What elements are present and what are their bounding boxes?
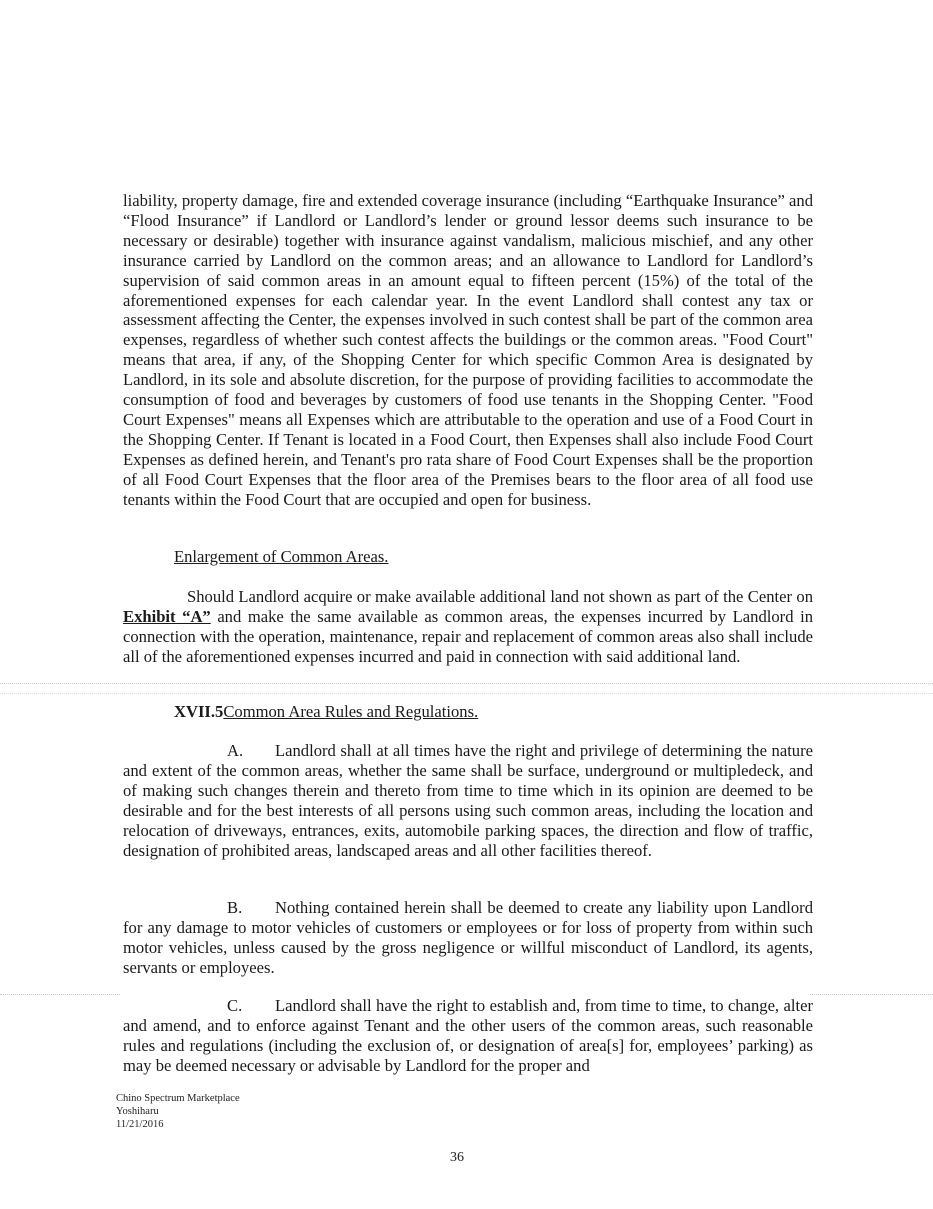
scan-artifact-line (810, 994, 933, 995)
footer-info (116, 1092, 240, 1131)
page-number: 36 (450, 1150, 464, 1165)
item-label: A. (227, 741, 244, 760)
item-label: C. (227, 996, 243, 1015)
section-heading-enlargement (174, 547, 388, 567)
item-text: Landlord shall have the right to establish and, from time to time, to change, alter and amend, and to enforce against Tenant and the other users of the common areas, such reasonable rules and regulations (including the exclusion of, or designation of area[s] for, employees’ parking) as may be deemed necessary or advisable by Landlord for the proper and (123, 996, 813, 1075)
scan-artifact-line (0, 994, 120, 995)
scan-artifact-line (0, 693, 933, 694)
footer-property: Chino Spectrum Marketplace (116, 1093, 240, 1104)
scan-artifact-line (0, 683, 933, 684)
item-text: Nothing contained herein shall be deemed to create any liability upon Landlord for any damage to motor vehicles of customers or employees or for loss of property from within such motor vehicles, unless caused by the gross negligence or willful misconduct of Landlord, its agents, servants or employees. (123, 898, 813, 977)
paragraph-enlargement (123, 587, 813, 667)
heading-text: Enlargement of Common Areas. (174, 547, 389, 566)
footer-date: 11/21/2016 (116, 1119, 164, 1130)
enlargement-text-part2: and make the same available as common areas, the expenses incurred by Landlord in connection with the operation, maintenance, repair and replacement of common areas also shall include all of the aforementioned expenses incurred and paid in connection with said additional land. (123, 606, 813, 666)
rule-item-a (123, 741, 813, 860)
item-text: Landlord shall at all times have the right and privilege of determining the nature and extent of the common areas, whether the same shall be surface, underground or multipledeck, and of making such changes therein and thereto from time to time which in its opinion are deemed to be desirable and for the best interests of all persons using such common areas, including the location and relocation of driveways, entrances, exits, automobile parking spaces, the direction and flow of traffic, designation of prohibited areas, landscaped areas and all other facilities thereof. (123, 741, 813, 860)
enlargement-text-part1: Should Landlord acquire or make available additional land not shown as part of the Center on (187, 587, 813, 606)
footer-tenant: Yoshiharu (116, 1106, 159, 1117)
rule-item-b (123, 898, 813, 978)
exhibit-reference: Exhibit “A” (123, 606, 211, 626)
item-label: B. (227, 898, 243, 917)
heading-text: Common Area Rules and Regulations. (223, 702, 479, 721)
section-heading-rules (174, 702, 478, 722)
rule-item-c (123, 996, 813, 1076)
paragraph-continuation: liability, property damage, fire and extended coverage insurance (including “Earthquake Insurance” and “Flood Insurance” if Landlord or Landlord’s lender or ground lessor deems such insurance to be necessary or desirable) together with insurance against vandalism, malicious mischief, and any other insurance carried by Landlord on the common areas; and an allowance to Landlord for Landlord’s supervision of said common areas in an amount equal to fifteen percent (15%) of the total of the aforementioned expenses for each calendar year. In the event Landlord shall contest any tax or assessment affecting the Center, the expenses involved in such contest shall be part of the common area expenses, regardless of whether such contest affects the buildings or the common areas. "Food Court" means that area, if any, of the Shopping Center for which specific Common Area is designated by Landlord, in its sole and absolute discretion, for the purpose of providing facilities to accommodate the consumption of food and beverages by customers of food use tenants in the Shopping Center. "Food Court Expenses" means all Expenses which are attributable to the operation and use of a Food Court in the Shopping Center. If Tenant is located in a Food Court, then Expenses shall also include Food Court Expenses as defined herein, and Tenant's pro rata share of Food Court Expenses shall be the proportion of all Food Court Expenses that the floor area of the Premises bears to the floor area of all food use tenants within the Food Court that are occupied and open for business. (123, 191, 813, 509)
section-number: XVII.5 (174, 702, 224, 721)
